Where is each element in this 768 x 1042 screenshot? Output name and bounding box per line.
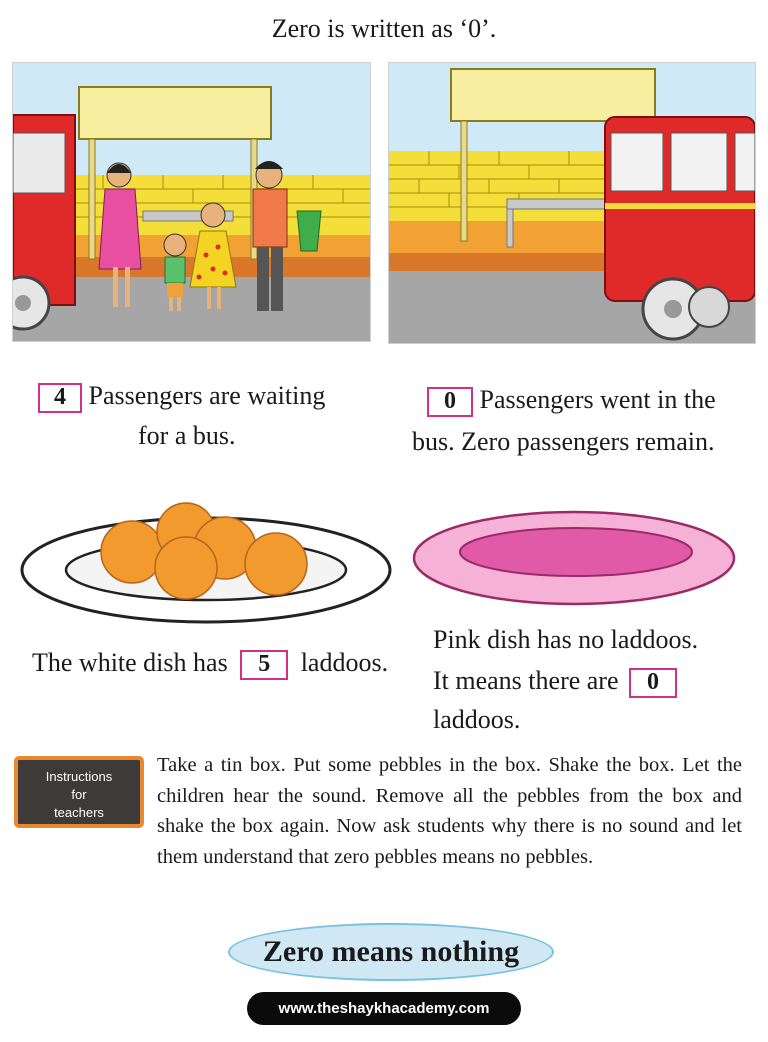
caption-passengers-waiting: 4 Passengers are waiting bbox=[38, 376, 378, 416]
caption-passengers-waiting-line2: for a bus. bbox=[138, 421, 236, 450]
caption-pink-dish-line3: laddoos. bbox=[433, 705, 521, 734]
caption-pink-dish-line2: It means there are 0 bbox=[433, 661, 753, 701]
number-box: 0 bbox=[629, 668, 677, 698]
pink-dish-illustration bbox=[410, 508, 742, 614]
instructions-for-teachers-badge: Instructions for teachers bbox=[14, 756, 144, 828]
website-url: www.theshaykhacademy.com bbox=[247, 992, 521, 1025]
number-box: 5 bbox=[240, 650, 288, 680]
teacher-instructions-text: Take a tin box. Put some pebbles in the box. Shake the box. Let the children hear the sound. Remove all the pebbles from the box and shake the box again. Now ask students why there is no sound and let them understand that zero pebbles means no pebbles. bbox=[157, 754, 742, 868]
caption-passengers-went-line2: bus. Zero passengers remain. bbox=[412, 427, 715, 456]
number-box: 4 bbox=[38, 383, 82, 413]
page-title: Zero is written as ‘0’. bbox=[271, 14, 497, 43]
number-box: 0 bbox=[427, 387, 473, 417]
caption-passengers-went: 0 Passengers went in the bbox=[427, 380, 767, 420]
zero-means-nothing-banner: Zero means nothing bbox=[228, 923, 554, 981]
bus-leaving-illustration bbox=[388, 62, 756, 344]
white-dish-illustration bbox=[18, 498, 398, 628]
caption-pink-dish-line1: Pink dish has no laddoos. bbox=[433, 625, 699, 654]
caption-white-dish: The white dish has 5 laddoos. bbox=[32, 643, 422, 683]
bus-stop-waiting-illustration bbox=[12, 62, 371, 342]
